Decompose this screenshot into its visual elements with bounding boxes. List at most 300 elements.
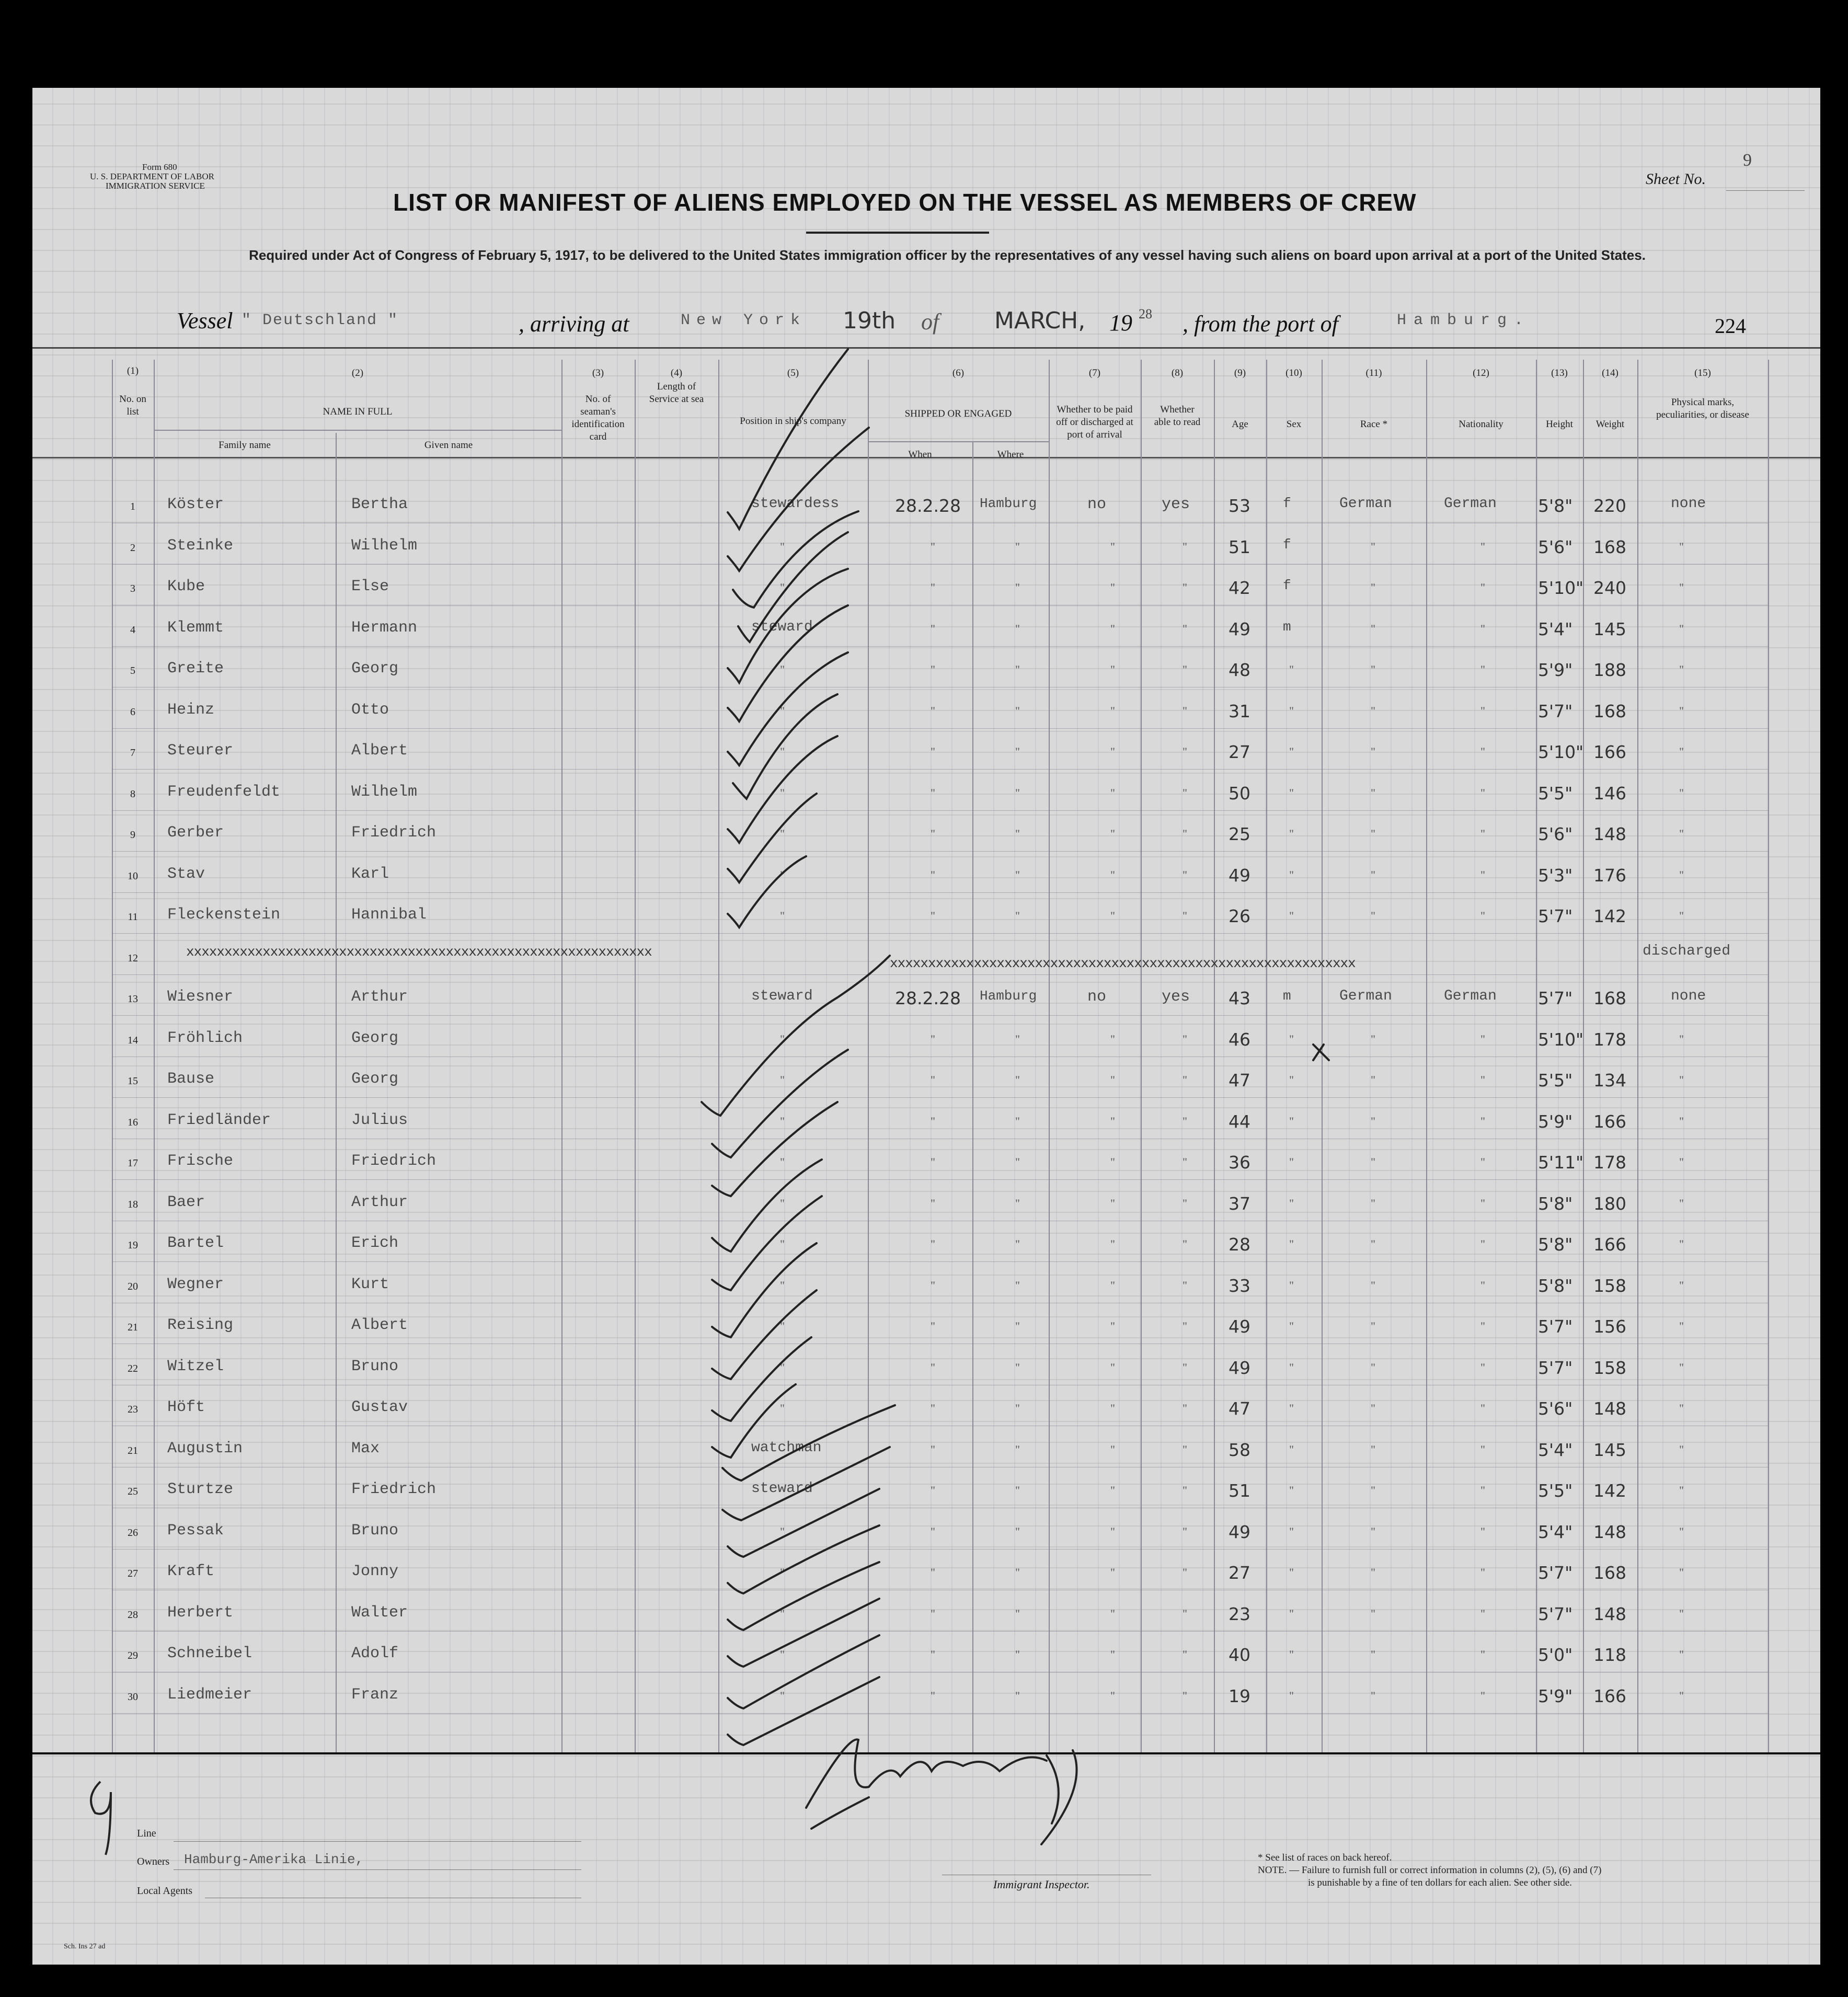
cell-weight: 166 (1593, 1111, 1626, 1132)
ditto-mark: " (1015, 663, 1020, 676)
ditto-mark: " (1480, 786, 1485, 799)
ditto-mark: " (1371, 1484, 1375, 1497)
ditto-mark: " (1183, 909, 1187, 922)
ditto-mark: " (780, 1360, 785, 1374)
ditto-mark: " (1183, 1032, 1187, 1046)
cell-given: Georg (351, 1029, 399, 1047)
penalty-note-line-1: NOTE. — Failure to furnish full or correct information in columns (2), (5), (6) and (7) (1258, 1865, 1602, 1876)
ditto-mark: " (1289, 1319, 1294, 1333)
ditto-mark: " (1110, 1606, 1115, 1620)
ditto-mark: " (1480, 1278, 1485, 1292)
col-age-header: Age (1232, 419, 1248, 430)
ditto-mark: " (1679, 1073, 1684, 1086)
ditto-mark: " (1015, 786, 1020, 799)
col-height-header: Height (1546, 419, 1573, 430)
penalty-note-line-2: is punishable by a fine of ten dollars for each alien. See other side. (1308, 1877, 1572, 1888)
cancelled-entry-continuation: xxxxxxxxxxxxxxxxxxxxxxxxxxxxxxxxxxxxxxxxxxxxxxxxxxxxxxxxxxxxx (890, 956, 1356, 971)
cell-family: Schneibel (167, 1645, 252, 1662)
owners-underline (174, 1869, 581, 1870)
ditto-mark: " (1110, 1114, 1115, 1128)
col-marks-number: (15) (1694, 368, 1711, 378)
cell-height: 5'11" (1538, 1152, 1584, 1173)
ditto-mark: " (1015, 1442, 1020, 1456)
cell-given: Jonny (351, 1563, 399, 1580)
cell-nationality: German (1444, 988, 1497, 1004)
ditto-mark: " (1371, 704, 1375, 717)
ditto-mark: " (1183, 868, 1187, 881)
ditto-mark: " (1679, 1237, 1684, 1250)
ditto-mark: " (1015, 868, 1020, 881)
ditto-mark: " (1289, 1606, 1294, 1620)
ditto-mark: " (1183, 1648, 1187, 1661)
cell-family: Frische (167, 1152, 234, 1170)
cell-height: 5'10" (1538, 742, 1584, 762)
cell-no: 20 (128, 1280, 138, 1292)
cell-age: 23 (1229, 1603, 1250, 1624)
ditto-mark: " (1289, 786, 1294, 799)
cell-family: Bause (167, 1070, 215, 1088)
ditto-mark: " (1183, 581, 1187, 594)
col-no-number: (1) (127, 365, 139, 376)
ditto-mark: " (1371, 1442, 1375, 1456)
cell-no: 12 (128, 952, 138, 964)
cell-weight: 158 (1593, 1357, 1626, 1378)
cell-weight: 134 (1593, 1070, 1626, 1091)
col-position-number: (5) (787, 368, 799, 378)
ditto-mark: " (1110, 827, 1115, 840)
ditto-mark: " (1110, 1278, 1115, 1292)
cell-height: 5'9" (1538, 1111, 1573, 1132)
cell-family: Bartel (167, 1234, 224, 1252)
ditto-mark: " (1015, 1196, 1020, 1210)
inspector-label: Immigrant Inspector. (993, 1878, 1090, 1891)
cell-weight: 146 (1593, 783, 1626, 804)
cell-no: 13 (128, 993, 138, 1005)
ditto-mark: " (1679, 1402, 1684, 1415)
cell-no: 6 (130, 706, 135, 718)
cell-height: 5'5" (1538, 783, 1573, 804)
ditto-mark: " (1679, 1114, 1684, 1128)
cell-age: 36 (1229, 1152, 1250, 1173)
cell-height: 5'6" (1538, 1398, 1573, 1419)
cell-position: stewardess (751, 496, 840, 512)
ditto-mark: " (931, 1155, 935, 1168)
ditto-mark: " (1371, 745, 1375, 758)
cell-given: Else (351, 578, 389, 595)
ditto-mark: " (1480, 1524, 1485, 1538)
ditto-mark: " (1371, 1196, 1375, 1210)
cell-family: Reising (167, 1316, 234, 1334)
cell-family: Wegner (167, 1275, 224, 1293)
ditto-mark: " (1371, 1319, 1375, 1333)
ditto-mark: " (1110, 868, 1115, 881)
line-label: Line (137, 1828, 156, 1839)
ditto-mark: " (931, 540, 935, 553)
ditto-mark: " (1015, 1032, 1020, 1046)
ditto-mark: " (1015, 1566, 1020, 1579)
cell-family: Heinz (167, 701, 215, 719)
cell-race: German (1339, 496, 1392, 512)
ditto-mark: " (931, 1566, 935, 1579)
ditto-mark: " (1110, 622, 1115, 635)
ditto-mark: " (1371, 1114, 1375, 1128)
form-number: Form 680 (142, 162, 177, 172)
ditto-mark: " (1289, 1648, 1294, 1661)
ditto-mark: " (780, 1032, 785, 1046)
col-name-header: NAME IN FULL (323, 406, 393, 417)
cell-age: 53 (1229, 496, 1250, 516)
ditto-mark: " (1480, 622, 1485, 635)
ditto-mark: " (1110, 1032, 1115, 1046)
ditto-mark: " (931, 1402, 935, 1415)
cell-no: 2 (130, 542, 135, 554)
cell-position: watchman (751, 1439, 822, 1456)
cell-family: Klemmt (167, 618, 224, 637)
arrival-month: MARCH, (994, 307, 1086, 334)
cell-no: 19 (128, 1239, 138, 1251)
cell-weight: 158 (1593, 1275, 1626, 1296)
departure-port: Hamburg. (1397, 312, 1531, 329)
ditto-mark: " (780, 540, 785, 553)
ditto-mark: " (931, 868, 935, 881)
ditto-mark: " (931, 1648, 935, 1661)
cell-family: Herbert (167, 1603, 234, 1622)
ditto-mark: " (1015, 1689, 1020, 1702)
cell-age: 43 (1229, 988, 1250, 1008)
ditto-mark: " (1289, 1155, 1294, 1168)
ditto-mark: " (1371, 909, 1375, 922)
cell-no: 18 (128, 1198, 138, 1210)
cell-no: 22 (128, 1362, 138, 1374)
ditto-mark: " (1289, 1484, 1294, 1497)
schedule-code: Sch. Ins 27 ad (64, 1943, 106, 1950)
col-paid-header: Whether to be paid off or discharged at port of arrival (1056, 404, 1133, 440)
cell-weight: 168 (1593, 536, 1626, 557)
cell-age: 51 (1229, 536, 1250, 557)
ditto-mark: " (780, 581, 785, 594)
cell-age: 49 (1229, 618, 1250, 639)
ditto-mark: " (1679, 827, 1684, 840)
ditto-mark: " (1289, 1032, 1294, 1046)
ditto-mark: " (931, 1689, 935, 1702)
ditto-mark: " (780, 1689, 785, 1702)
ditto-mark: " (780, 1278, 785, 1292)
ditto-mark: " (1480, 1032, 1485, 1046)
ditto-mark: " (1110, 745, 1115, 758)
col-shipped-header: SHIPPED OR ENGAGED (904, 408, 1012, 419)
ditto-mark: " (1371, 1648, 1375, 1661)
cell-given: Max (351, 1439, 380, 1457)
cell-sex: f (1283, 578, 1291, 593)
cell-given: Bruno (351, 1357, 399, 1375)
cell-given: Walter (351, 1603, 408, 1622)
ditto-mark: " (1183, 1689, 1187, 1702)
ditto-mark: " (1480, 1606, 1485, 1620)
cell-height: 5'9" (1538, 660, 1573, 680)
ditto-mark: " (1371, 1237, 1375, 1250)
cell-given: Albert (351, 742, 408, 760)
ditto-mark: " (1289, 1073, 1294, 1086)
cell-height: 5'9" (1538, 1685, 1573, 1706)
cell-weight: 142 (1593, 1480, 1626, 1501)
cell-position: steward (751, 1480, 813, 1497)
ditto-mark: " (1679, 1155, 1684, 1168)
cell-given: Bertha (351, 496, 408, 513)
col-weight-number: (14) (1602, 368, 1619, 378)
ditto-mark: " (1679, 1484, 1684, 1497)
cell-weight: 168 (1593, 701, 1626, 721)
ditto-mark: " (1679, 704, 1684, 717)
cell-no: 30 (128, 1691, 138, 1703)
cell-age: 28 (1229, 1234, 1250, 1255)
ditto-mark: " (780, 1402, 785, 1415)
cell-family: Fröhlich (167, 1029, 243, 1047)
cell-family: Gerber (167, 824, 224, 842)
cell-age: 44 (1229, 1111, 1250, 1132)
cell-age: 42 (1229, 578, 1250, 598)
cell-height: 5'8" (1538, 496, 1573, 516)
ditto-mark: " (931, 581, 935, 594)
col-no-header: No. on list (119, 394, 146, 417)
ditto-mark: " (1110, 540, 1115, 553)
ditto-mark: " (1110, 1524, 1115, 1538)
ditto-mark: " (1679, 909, 1684, 922)
cell-family: Stav (167, 865, 205, 883)
ditto-mark: " (1679, 581, 1684, 594)
ditto-mark: " (931, 1360, 935, 1374)
cell-given: Wilhelm (351, 536, 418, 555)
cell-age: 40 (1229, 1645, 1250, 1665)
owners-label: Owners (137, 1856, 170, 1867)
ditto-mark: " (1480, 1360, 1485, 1374)
cell-family: Kraft (167, 1563, 215, 1580)
ditto-mark: " (1015, 1402, 1020, 1415)
ditto-mark: " (1679, 1319, 1684, 1333)
ditto-mark: " (1371, 1689, 1375, 1702)
cell-weight: 145 (1593, 1439, 1626, 1460)
year-suffix: 28 (1139, 306, 1152, 322)
cell-age: 47 (1229, 1398, 1250, 1419)
ditto-mark: " (1015, 1237, 1020, 1250)
cell-height: 5'7" (1538, 906, 1573, 926)
from-port-label: , from the port of (1183, 311, 1338, 337)
ditto-mark: " (1289, 1360, 1294, 1374)
ditto-mark: " (1183, 1114, 1187, 1128)
ditto-mark: " (1183, 1155, 1187, 1168)
cell-no: 23 (128, 1404, 138, 1415)
cell-height: 5'10" (1538, 578, 1584, 598)
ditto-mark: " (780, 1648, 785, 1661)
ditto-mark: " (1480, 1073, 1485, 1086)
local-agents-label: Local Agents (137, 1885, 193, 1897)
ditto-mark: " (1480, 1402, 1485, 1415)
ditto-mark: " (780, 1524, 785, 1538)
ditto-mark: " (931, 1237, 935, 1250)
cell-position: steward (751, 988, 813, 1004)
cell-given: Hermann (351, 618, 418, 637)
ditto-mark: " (1371, 827, 1375, 840)
cell-given: Adolf (351, 1645, 399, 1662)
ditto-mark: " (1110, 1402, 1115, 1415)
cell-given: Gustav (351, 1398, 408, 1416)
arrival-port: New York (681, 312, 807, 329)
ditto-mark: " (1480, 1196, 1485, 1210)
arrival-day: 19th (843, 307, 896, 334)
ditto-mark: " (780, 909, 785, 922)
cell-family: Baer (167, 1193, 205, 1211)
cell-family: Höft (167, 1398, 205, 1416)
ditto-mark: " (1015, 1278, 1020, 1292)
cell-family: Greite (167, 660, 224, 678)
ditto-mark: " (1679, 745, 1684, 758)
ditto-mark: " (1679, 1524, 1684, 1538)
ditto-mark: " (1679, 1196, 1684, 1210)
ditto-mark: " (1183, 786, 1187, 799)
ditto-mark: " (1183, 745, 1187, 758)
ditto-mark: " (1289, 1402, 1294, 1415)
ditto-mark: " (1015, 581, 1020, 594)
cell-age: 58 (1229, 1439, 1250, 1460)
cell-height: 5'4" (1538, 1439, 1573, 1460)
service-name: IMMIGRATION SERVICE (106, 181, 205, 191)
cell-height: 5'3" (1538, 865, 1573, 886)
cell-given: Hannibal (351, 906, 427, 924)
col-age-number: (9) (1234, 368, 1246, 378)
ditto-mark: " (1480, 1114, 1485, 1128)
ditto-mark: " (780, 1566, 785, 1579)
ditto-mark: " (1679, 868, 1684, 881)
ditto-mark: " (931, 622, 935, 635)
cell-no: 7 (130, 747, 135, 759)
ditto-mark: " (1015, 1155, 1020, 1168)
cell-age: 47 (1229, 1070, 1250, 1091)
ditto-mark: " (931, 827, 935, 840)
col-shipped-number: (6) (952, 368, 965, 378)
ditto-mark: " (1679, 1032, 1684, 1046)
ditto-mark: " (780, 663, 785, 676)
ditto-mark: " (1480, 1442, 1485, 1456)
ditto-mark: " (1480, 1484, 1485, 1497)
cell-given: Arthur (351, 988, 408, 1006)
cell-position: steward (751, 618, 813, 635)
col-height-number: (13) (1551, 368, 1568, 378)
ditto-mark: " (1183, 1606, 1187, 1620)
ditto-mark: " (1371, 1278, 1375, 1292)
ditto-mark: " (1015, 909, 1020, 922)
cell-given: Kurt (351, 1275, 389, 1293)
ditto-mark: " (1480, 1689, 1485, 1702)
cell-given: Wilhelm (351, 783, 418, 801)
ditto-mark: " (1371, 868, 1375, 881)
ditto-mark: " (1289, 1196, 1294, 1210)
cell-sex: f (1283, 536, 1291, 553)
ditto-mark: " (1679, 1278, 1684, 1292)
ditto-mark: " (931, 1278, 935, 1292)
col-service-number: (4) (670, 368, 683, 378)
ditto-mark: " (780, 1237, 785, 1250)
col-card-header: No. of seaman's identification card (571, 394, 625, 442)
cell-height: 5'7" (1538, 1563, 1573, 1583)
ditto-mark: " (1015, 1648, 1020, 1661)
ditto-mark: " (1110, 909, 1115, 922)
col-sex-number: (10) (1285, 368, 1302, 378)
col-service-header: Length of Service at sea (649, 381, 704, 405)
cell-family: Steinke (167, 536, 234, 555)
ditto-mark: " (931, 1319, 935, 1333)
col-when-header: When (908, 449, 932, 460)
page-title: LIST OR MANIFEST OF ALIENS EMPLOYED ON THE VESSEL AS MEMBERS OF CREW (393, 189, 1417, 216)
cell-weight: 156 (1593, 1316, 1626, 1337)
ditto-mark: " (1289, 745, 1294, 758)
ditto-mark: " (1110, 1155, 1115, 1168)
ditto-mark: " (1015, 1524, 1020, 1538)
ditto-mark: " (1480, 827, 1485, 840)
cell-no: 10 (128, 870, 138, 882)
cell-given: Erich (351, 1234, 399, 1252)
ditto-mark: " (1371, 1032, 1375, 1046)
cell-given: Albert (351, 1316, 408, 1334)
cell-no: 28 (128, 1609, 138, 1621)
cell-no: 27 (128, 1568, 138, 1579)
cell-when: 28.2.28 (895, 496, 961, 516)
ditto-mark: " (780, 745, 785, 758)
cell-read: yes (1162, 988, 1190, 1006)
cell-given: Otto (351, 701, 389, 719)
cell-weight: 142 (1593, 906, 1626, 926)
cell-given: Georg (351, 1070, 399, 1088)
col-weight-header: Weight (1596, 419, 1625, 430)
cell-height: 5'4" (1538, 1521, 1573, 1542)
cell-weight: 166 (1593, 1234, 1626, 1255)
cell-family: Köster (167, 496, 224, 513)
ditto-mark: " (931, 1442, 935, 1456)
ditto-mark: " (1480, 540, 1485, 553)
ditto-mark: " (1371, 540, 1375, 553)
cell-height: 5'7" (1538, 1316, 1573, 1337)
ditto-mark: " (1371, 1606, 1375, 1620)
ditto-mark: " (1371, 1073, 1375, 1086)
ditto-mark: " (931, 745, 935, 758)
cell-weight: 220 (1593, 496, 1626, 516)
col-where-header: Where (997, 449, 1024, 460)
col-card-number: (3) (592, 368, 604, 378)
cell-age: 50 (1229, 783, 1250, 804)
cell-marks: discharged (1643, 943, 1731, 959)
ditto-mark: " (1015, 1114, 1020, 1128)
col-race-header: Race * (1360, 419, 1388, 430)
ditto-mark: " (931, 1606, 935, 1620)
cell-read: yes (1162, 496, 1190, 513)
cell-height: 5'7" (1538, 1357, 1573, 1378)
ditto-mark: " (931, 1032, 935, 1046)
cell-no: 9 (130, 829, 135, 841)
col-marks-header: Physical marks, peculiarities, or disease (1656, 397, 1749, 420)
ditto-mark: " (1110, 704, 1115, 717)
ditto-mark: " (1289, 704, 1294, 717)
cell-no: 26 (128, 1527, 138, 1539)
page-reference: 224 (1715, 314, 1746, 338)
cell-marks: none (1671, 496, 1706, 512)
ditto-mark: " (1183, 1524, 1187, 1538)
ditto-mark: " (1371, 663, 1375, 676)
cell-no: 15 (128, 1075, 138, 1087)
ditto-mark: " (1289, 1442, 1294, 1456)
col-family-name-header: Family name (219, 440, 271, 451)
ditto-mark: " (1480, 868, 1485, 881)
cell-sex: m (1283, 618, 1291, 635)
ditto-mark: " (1015, 1606, 1020, 1620)
cell-weight: 148 (1593, 1603, 1626, 1624)
